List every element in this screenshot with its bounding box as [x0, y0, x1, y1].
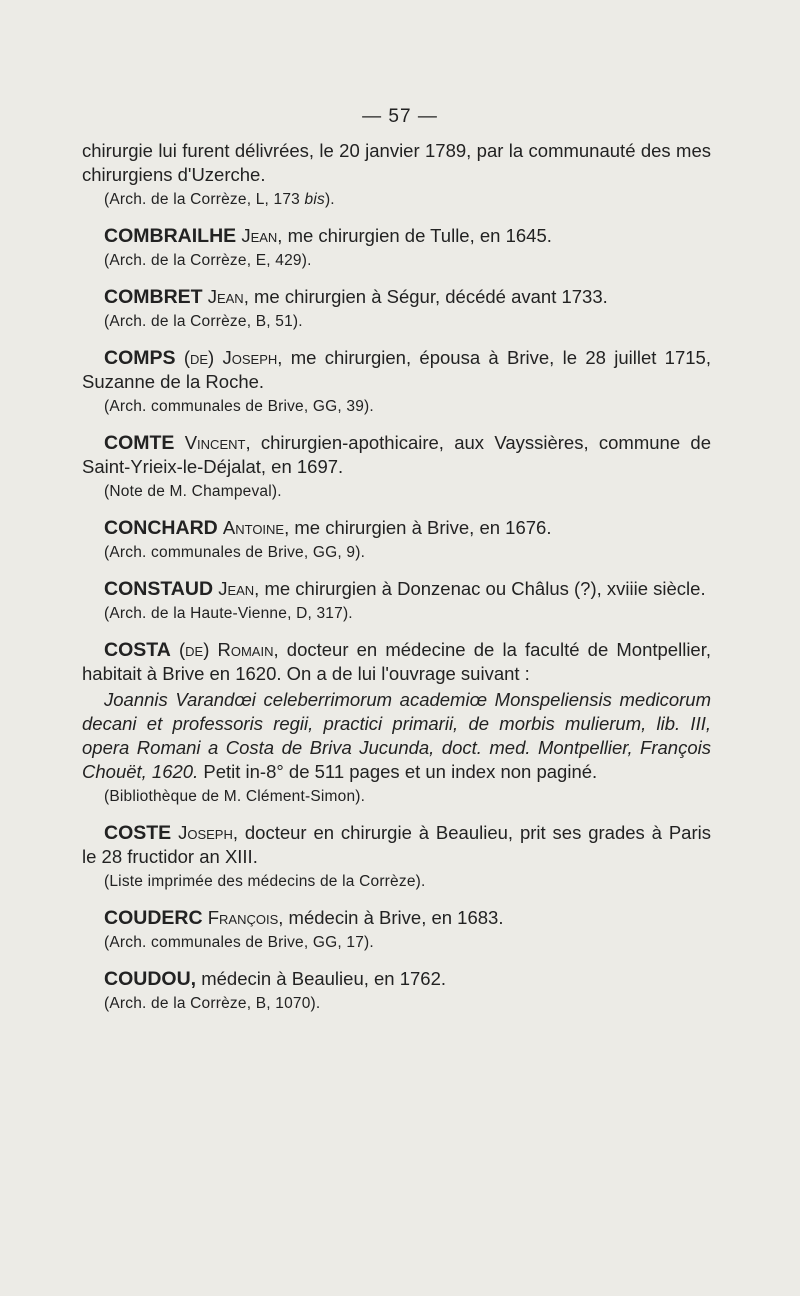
entry-firstname: Vincent, — [184, 432, 251, 453]
intro-ref-italic: bis — [304, 191, 325, 208]
intro-ref-text: (Arch. de la Corrèze, L, 173 — [104, 191, 305, 208]
entry-firstname: Antoine, — [222, 517, 290, 538]
entry-constaud — [82, 577, 711, 625]
intro-entry — [82, 139, 711, 211]
entry-description: docteur en chirurgie à Beaulieu, prit ses grades à Paris le 28 fructidor an XIII. — [82, 822, 711, 867]
intro-text: chirurgie lui furent délivrées, le 20 janvier 1789, par la communauté des mes chirurgiens d'Uzerche. — [82, 140, 711, 185]
entry-description: docteur en médecine de la faculté de Montpellier, habitait à Brive en 1620. On a de lui l'ouvrage suivant : — [82, 639, 711, 684]
entry-description: me chirurgien, épousa à Brive, le 28 juillet 1715, Suzanne de la Roche. — [82, 347, 711, 392]
entry-reference: (Liste imprimée des médecins de la Corrèze). — [104, 873, 426, 890]
entry-firstname: Jean, — [218, 578, 260, 599]
entry-name: COMBRAILHE — [104, 225, 237, 247]
entry-costa — [82, 638, 711, 808]
entry-description: me chirurgien à Ségur, décédé avant 1733. — [248, 286, 608, 307]
entry-name: COSTE — [104, 822, 172, 844]
entry-coste — [82, 821, 711, 893]
entry-reference: (Arch. de la Corrèze, B, 1070). — [104, 995, 321, 1012]
entry-description: me chirurgien de Tulle, en 1645. — [282, 225, 552, 246]
entry-reference: (Arch. communales de Brive, GG, 17). — [104, 934, 374, 951]
entry-name: COSTA — [104, 639, 171, 661]
entry-reference: (Note de M. Champeval). — [104, 483, 282, 500]
entry-firstname: François, — [207, 907, 284, 928]
intro-ref-end: ). — [324, 191, 335, 208]
entry-description: me chirurgien à Donzenac ou Châlus (?), xviiie siècle. — [259, 578, 706, 599]
entry-reference: (Arch. communales de Brive, GG, 39). — [104, 398, 374, 415]
entry-description: me chirurgien à Brive, en 1676. — [289, 517, 552, 538]
entry-firstname: (de) Joseph, — [183, 347, 283, 368]
entry-description: chirurgien-apothicaire, aux Vayssières, commune de Saint-Yrieix-le-Déjalat, en 1697. — [82, 432, 711, 477]
book-citation — [82, 688, 711, 784]
entry-name: CONSTAUD — [104, 578, 214, 600]
entry-firstname: Jean, — [241, 225, 283, 246]
entry-firstname: (de) Romain, — [178, 639, 279, 660]
entry-conchard — [82, 516, 711, 564]
entry-name: CONCHARD — [104, 517, 218, 539]
page-number: — 57 — — [362, 106, 438, 127]
entry-reference: (Arch. de la Haute-Vienne, D, 317). — [104, 605, 353, 622]
entry-description: médecin à Brive, en 1683. — [283, 907, 504, 928]
entry-combret — [82, 285, 711, 333]
entry-name: COMPS — [104, 347, 176, 369]
entry-coudou — [82, 967, 711, 1015]
entry-reference: (Bibliothèque de M. Clément-Simon). — [104, 788, 366, 805]
entry-reference: (Arch. communales de Brive, GG, 9). — [104, 544, 366, 561]
entry-reference: (Arch. de la Corrèze, B, 51). — [104, 313, 303, 330]
entry-name: COMBRET — [104, 286, 203, 308]
entry-combrailhe — [82, 224, 711, 272]
entry-firstname: Jean, — [207, 286, 249, 307]
entry-comps — [82, 346, 711, 418]
entry-name: COMTE — [104, 432, 175, 454]
entry-name: COUDOU, — [104, 968, 197, 990]
entry-firstname: Joseph, — [178, 822, 238, 843]
entry-comte — [82, 431, 711, 503]
intro-reference — [104, 189, 711, 211]
entry-couderc — [82, 906, 711, 954]
book-details: Petit in-8° de 511 pages et un index non paginé. — [198, 761, 598, 782]
book-title: Joannis Varandœi celeberrimorum academiœ Monspeliensis medicorum decani et professoris regii, practici primarii, de morbis mulierum, lib. III, opera Romani a Costa de Briva Jucunda, doct. med. Montpellier, François Chouët, 1620. — [82, 689, 711, 782]
page-body — [82, 139, 711, 1015]
entry-name: COUDERC — [104, 907, 203, 929]
entry-reference: (Arch. de la Corrèze, E, 429). — [104, 252, 312, 269]
entry-description: médecin à Beaulieu, en 1762. — [196, 968, 447, 989]
